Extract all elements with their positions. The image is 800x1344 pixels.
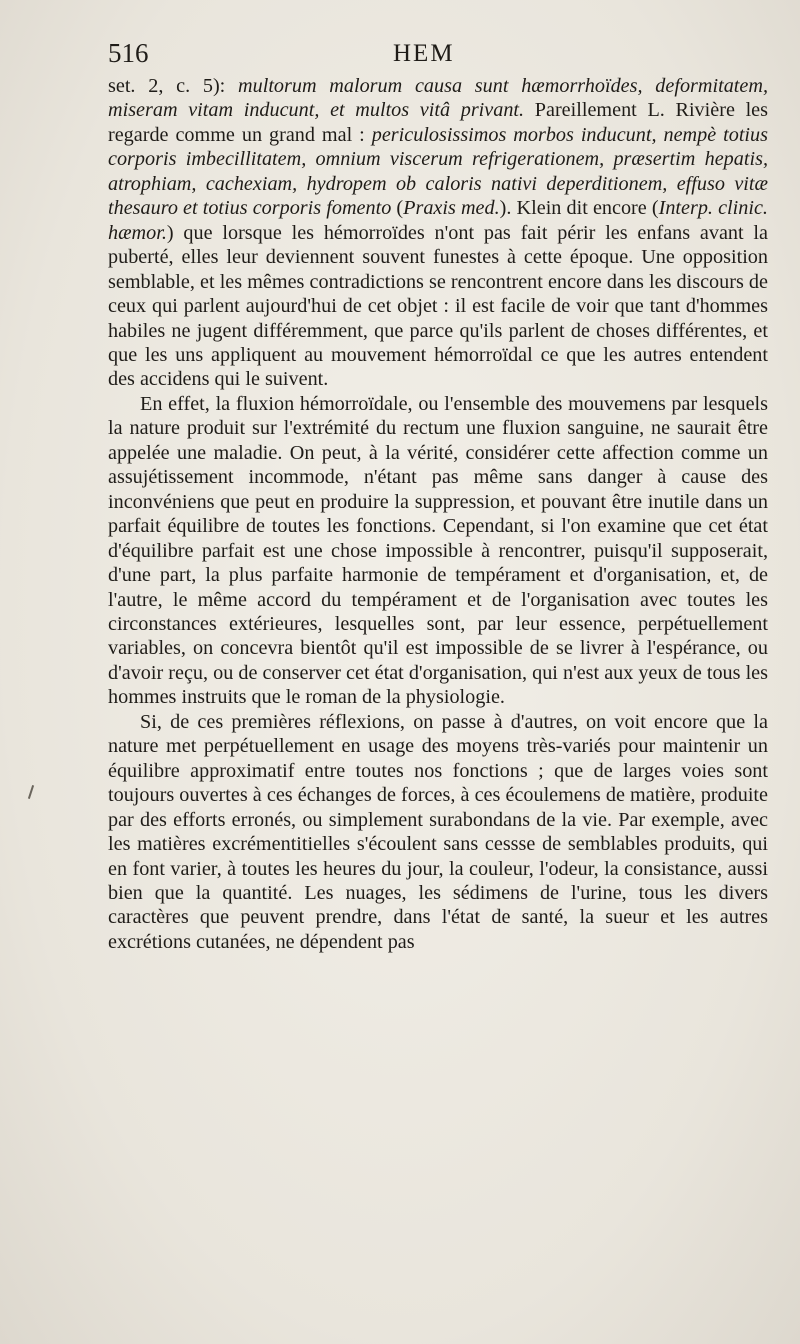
paragraph [108, 392, 768, 710]
text-segment: ). Klein dit encore ( [499, 197, 659, 220]
italic-text: multorum malorum causa sunt hæmorrhoïdes, deformitatem, miseram vitam inducunt, et multos vitâ privant. [108, 75, 768, 122]
margin-mark [28, 785, 34, 799]
italic-text: periculosissimos morbos inducunt, nempè totius corporis imbecillitatem, omnium viscerum refrigerationem, præsertim hepatis, atrophiam, cachexiam, hydropem ob caloris nativi deperditionem, effuso vitæ thesauro et totius corporis fomento [108, 123, 768, 220]
text-segment: set. 2, c. 5): [108, 75, 239, 97]
text-segment: Si, de ces premières réflexions, on passe à d'autres, on voit encore que la nature met perpétuellement en usage des moyens très-variés pour maintenir un équilibre approximatif entre toutes nos fonctions ; que de larges voies sont toujours ouvertes à ces échanges de forces, à ces écoulemens de matière, produite par des efforts erronés, ou simplement surabondans de la vie. Par exemple, avec les matières excrémentitielles s'écoulent sans cessse de semblables produits, qui en font varier, à toutes les heures du jour, la couleur, l'odeur, la consistance, aussi bien que la quantité. Les nuages, les sédimens de l'urine, tous les divers caractères que peuvent prendre, dans l'état de santé, la sueur et les autres excrétions cutanées, ne dépendent pas [108, 710, 768, 953]
text-segment: ) que lorsque les hémorroïdes n'ont pas fait périr les enfans avant la puberté, elles leur deviennent souvent funestes à cette époque. Une opposition semblable, et les mêmes contradictions se rencontrent encore dans les discours de ceux qui parlent aujourd'hui de cet objet : il est facile de voir que tant d'hommes habiles ne jugent différemment, que parce qu'ils parlent de choses différentes, et que les uns appliquent au mouvement hémorroïdal ce que les autres entendent des accidens qui le suivent. [108, 221, 768, 391]
text-segment: Pareillement L. Rivière les regarde comme un grand mal : [108, 99, 768, 146]
page-number: 516 [108, 38, 149, 68]
text-segment: En effet, la fluxion hémorroïdale, ou l'ensemble des mouvemens par lesquels la nature produit sur l'extrémité du rectum une fluxion sanguine, ne saurait être appelée une maladie. On peut, à la vérité, considérer cette affection comme un assujétissement incommode, n'étant pas même sans danger à cause des inconvéniens que peut en produire la suppression, et pouvant être inutile dans un parfait équilibre de toutes les fonctions. Cependant, si l'on examine que cet état d'équilibre parfait est une chose impossible à rencontrer, puisqu'il supposerait, d'une part, la plus parfaite harmonie de tempérament et d'organisation, et, de l'autre, le même accord du tempérament et de l'organisation avec toutes les circonstances extérieures, lesquelles sont, par leur essence, perpétuellement variables, on concevra bientôt qu'il est impossible de se livrer à l'espérance, ou d'avoir reçu, ou de conserver cet état d'organisation, qui n'est aux yeux de tous les hommes instruits que le roman de la physiologie. [108, 392, 768, 709]
body-text [108, 74, 768, 954]
page-header [108, 38, 740, 72]
paragraph [108, 74, 768, 392]
paragraph [108, 710, 768, 955]
italic-text: Praxis med. [403, 197, 500, 220]
text-segment: ( [391, 197, 404, 220]
running-head: HEM [393, 40, 455, 67]
italic-text: Interp. clinic. hæmor. [108, 197, 768, 244]
